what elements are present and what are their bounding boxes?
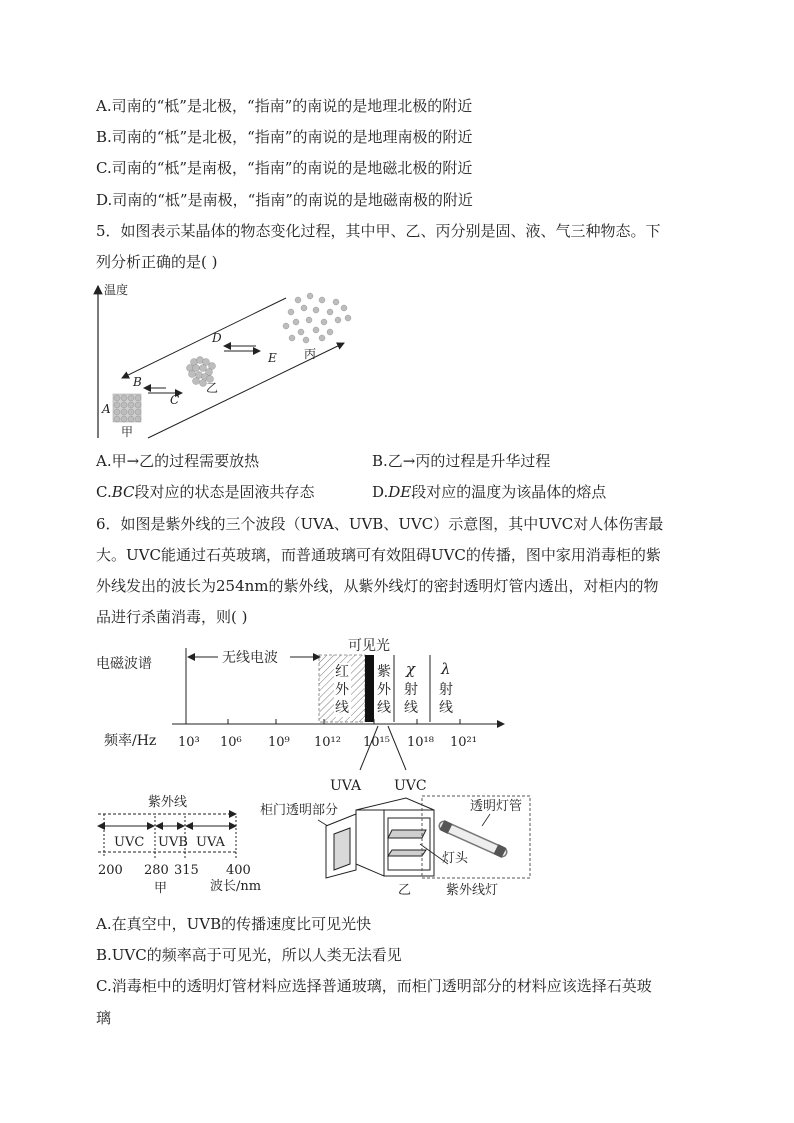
svg-text:丙: 丙 [304,347,317,361]
q6-stem-line1: 6．如图是紫外线的三个波段（UVA、UVB、UVC）示意图，其中UVC对人体伤害最 [96,515,664,533]
svg-text:紫外线: 紫外线 [148,795,188,810]
svg-text:A: A [102,402,111,416]
svg-text:10¹⁵: 10¹⁵ [363,735,390,750]
svg-text:乙: 乙 [206,381,219,395]
svg-text:红: 红 [335,664,349,680]
svg-text:400: 400 [226,863,251,878]
svg-text:线: 线 [377,700,391,716]
svg-text:UVC: UVC [114,835,145,850]
q6-uva-label: UVA [330,778,362,794]
svg-text:外: 外 [377,682,391,698]
q4-option-a: A.司南的“柢”是北极，“指南”的南说的是地理北极的附近 [96,97,473,115]
svg-text:线: 线 [439,700,453,716]
svg-text:B: B [133,375,142,389]
q5-option-c: C.BC段对应的状态是固液共存态 [96,483,315,501]
svg-text:外: 外 [335,682,349,698]
svg-text:λ: λ [441,660,451,678]
svg-text:10⁹: 10⁹ [268,735,290,750]
q6-stem-line4: 品进行杀菌消毒，则( ) [96,608,248,626]
svg-text:射: 射 [404,682,418,698]
svg-text:10⁶: 10⁶ [220,735,242,750]
svg-text:10³: 10³ [178,735,200,750]
svg-text:灯头: 灯头 [442,851,469,866]
q6-stem-line3: 外线发出的波长为254nm的紫外线，从紫外线灯的密封透明灯管内透出，对柜内的物 [96,577,659,595]
q6-option-b: B.UVC的频率高于可见光，所以人类无法看见 [96,946,402,964]
q6-cabinet [326,798,434,878]
svg-text:UVA: UVA [196,835,225,850]
q5-option-d: D.DE段对应的温度为该晶体的熔点 [372,483,607,501]
q5-gas-particles [283,293,351,343]
q5-stem-line1: 5．如图表示某晶体的物态变化过程，其中甲、乙、丙分别是固、液、气三种物态。下 [96,222,661,240]
svg-text:紫外线灯: 紫外线灯 [446,883,499,898]
q4-option-c: C.司南的“柢”是南极，“指南”的南说的是地磁北极的附近 [96,159,473,177]
svg-text:线: 线 [335,700,349,716]
svg-text:D: D [212,331,222,345]
q6-option-c-line1: C.消毒柜中的透明灯管材料应选择普通玻璃，而柜门透明部分的材料应该选择石英玻 [96,977,652,995]
svg-text:200: 200 [98,863,123,878]
svg-text:280: 280 [144,863,169,878]
q6-option-c-line2: 璃 [96,1009,112,1027]
q5-stem-line2: 列分析正确的是( ) [96,253,218,271]
svg-text:线: 线 [404,700,418,716]
q6-door-label: 柜门透明部分 [260,803,339,818]
q6-radio-label: 无线电波 [222,650,278,666]
svg-text:10²¹: 10²¹ [450,735,477,750]
q6-figure-yi [256,792,536,902]
q5-option-a: A.甲→乙的过程需要放热 [96,452,260,470]
q6-stem-line2: 大。UVC能通过石英玻璃，而普通玻璃可有效阻碍UVC的传播，图中家用消毒柜的紫 [96,546,661,564]
q6-axis-label: 频率/Hz [104,733,157,749]
svg-text:C: C [170,393,180,407]
q5-solid-particles [113,394,141,422]
q5-ylabel: 温度 [104,283,129,297]
q5-option-b: B.乙→丙的过程是升华过程 [372,452,551,470]
q6-visible-band [365,655,374,722]
svg-text:射: 射 [439,682,453,698]
q4-option-d: D.司南的“柢”是南极，“指南”的南说的是地磁南极的附近 [96,191,473,209]
svg-text:波长/nm: 波长/nm [210,879,262,894]
svg-text:10¹²: 10¹² [314,735,341,750]
svg-text:UVB: UVB [158,835,188,850]
q6-option-a: A.在真空中，UVB的传播速度比可见光快 [96,915,372,933]
svg-text:10¹⁸: 10¹⁸ [407,735,434,750]
q6-uv-tube [442,825,504,853]
svg-text:紫: 紫 [377,664,391,680]
q6-figure-jia [96,794,276,894]
svg-text:甲: 甲 [121,425,134,439]
q6-spectrum-title: 电磁波谱 [96,656,152,672]
svg-text:透明灯管: 透明灯管 [470,799,523,814]
q4-option-b: B.司南的“柢”是北极，“指南”的南说的是地理南极的附近 [96,128,473,146]
q6-visible-label: 可见光 [348,638,390,654]
q6-uvc-label: UVC [394,778,427,794]
svg-text:E: E [268,351,277,365]
q5-state-change-figure [86,278,376,443]
svg-text:乙: 乙 [398,883,412,898]
svg-text:甲: 甲 [154,881,168,894]
svg-text:315: 315 [174,863,199,878]
svg-text:χ: χ [406,660,416,678]
q6-spectrum-figure [90,630,530,800]
